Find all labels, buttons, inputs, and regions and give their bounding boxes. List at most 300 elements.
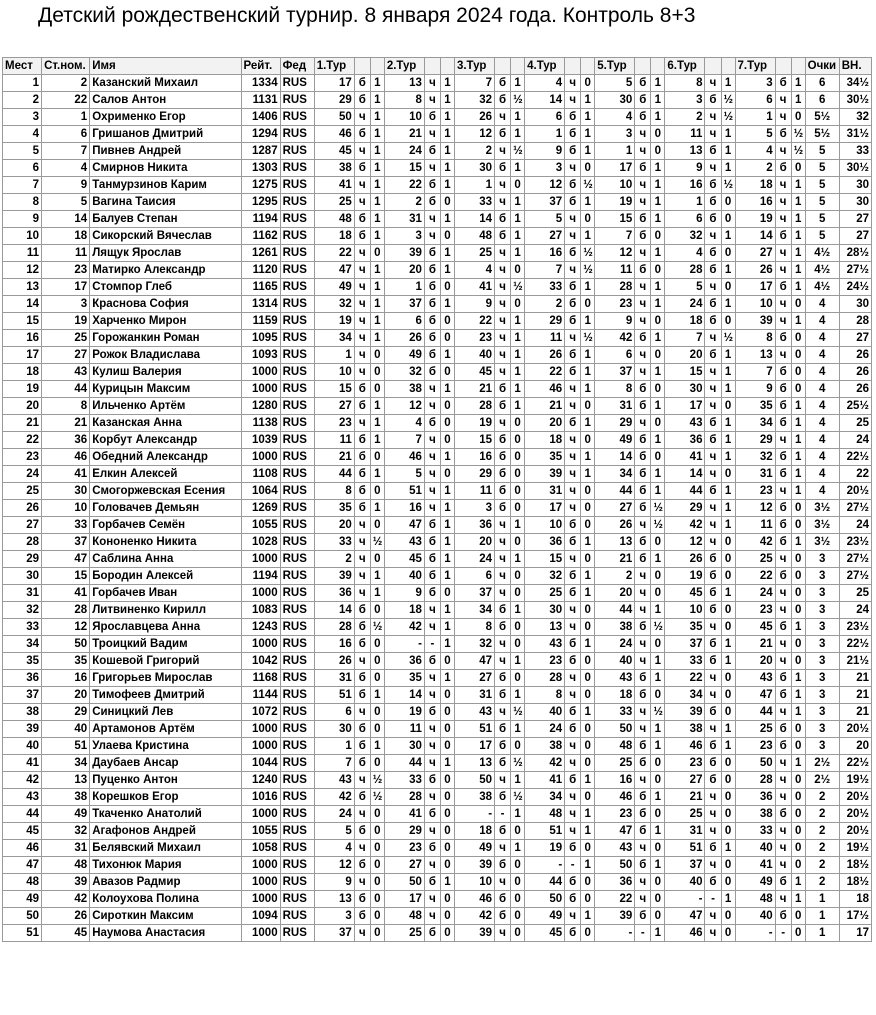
rating-cell: 1269: [241, 500, 280, 517]
result-cell: 1: [581, 585, 595, 602]
start-number-cell: 35: [42, 653, 90, 670]
tiebreak-cell: 18: [839, 891, 871, 908]
table-row: [3, 109, 872, 126]
opponent-cell: 30: [665, 381, 705, 398]
color-cell: ч: [354, 585, 370, 602]
color-cell: б: [495, 483, 511, 500]
result-cell: 0: [370, 636, 384, 653]
color-cell: ч: [565, 823, 581, 840]
start-number-cell: 28: [42, 602, 90, 619]
result-cell: 1: [791, 449, 805, 466]
opponent-cell: 15: [525, 551, 565, 568]
result-cell: 0: [651, 415, 665, 432]
color-cell: б: [354, 755, 370, 772]
result-cell: 1: [370, 228, 384, 245]
result-cell: 1: [581, 534, 595, 551]
opponent-cell: 16: [314, 636, 354, 653]
color-cell: ч: [354, 109, 370, 126]
color-cell: б: [705, 483, 721, 500]
result-cell: 1: [721, 738, 735, 755]
color-cell: б: [565, 364, 581, 381]
points-cell: 4: [805, 449, 839, 466]
points-cell: 4: [805, 398, 839, 415]
color-cell: б: [565, 704, 581, 721]
opponent-cell: 32: [384, 364, 424, 381]
result-cell: 1: [440, 347, 454, 364]
player-name-cell: Вагина Таисия: [90, 194, 241, 211]
opponent-cell: 36: [595, 874, 635, 891]
color-cell: ч: [565, 398, 581, 415]
standings-table: [2, 57, 872, 942]
result-cell: 0: [511, 823, 525, 840]
table-row: [3, 874, 872, 891]
table-row: [3, 483, 872, 500]
tiebreak-cell: 22½: [839, 636, 871, 653]
result-cell: 1: [511, 806, 525, 823]
color-cell: ч: [354, 806, 370, 823]
result-cell: 0: [651, 755, 665, 772]
result-cell: 0: [370, 517, 384, 534]
result-cell: 1: [651, 364, 665, 381]
opponent-cell: 5: [595, 75, 635, 92]
opponent-cell: 32: [454, 92, 494, 109]
points-cell: 4½: [805, 279, 839, 296]
start-number-cell: 32: [42, 823, 90, 840]
result-cell: 0: [791, 551, 805, 568]
result-cell: 1: [721, 840, 735, 857]
table-row: [3, 721, 872, 738]
table-row: [3, 636, 872, 653]
rating-cell: 1000: [241, 925, 280, 942]
color-cell: ч: [705, 721, 721, 738]
color-cell: ч: [354, 534, 370, 551]
color-cell: ч: [635, 653, 651, 670]
opponent-cell: 41: [314, 177, 354, 194]
opponent-cell: 25: [454, 245, 494, 262]
result-cell: 0: [440, 330, 454, 347]
result-cell: 1: [581, 908, 595, 925]
result-cell: 0: [791, 840, 805, 857]
color-cell: ч: [705, 160, 721, 177]
table-row: [3, 806, 872, 823]
table-row: [3, 704, 872, 721]
start-number-cell: 8: [42, 398, 90, 415]
color-cell: ч: [354, 262, 370, 279]
opponent-cell: 9: [735, 381, 775, 398]
color-cell: б: [775, 721, 791, 738]
color-cell: ч: [354, 653, 370, 670]
start-number-cell: 26: [42, 908, 90, 925]
color-cell: б: [705, 92, 721, 109]
table-row: [3, 687, 872, 704]
color-cell: ч: [565, 500, 581, 517]
result-cell: 1: [511, 772, 525, 789]
opponent-cell: 18: [525, 432, 565, 449]
points-cell: 3½: [805, 500, 839, 517]
result-cell: 0: [440, 432, 454, 449]
color-cell: ч: [495, 364, 511, 381]
start-number-cell: 46: [42, 449, 90, 466]
result-cell: ½: [651, 704, 665, 721]
opponent-cell: 8: [665, 75, 705, 92]
opponent-cell: 49: [384, 347, 424, 364]
player-name-cell: Агафонов Андрей: [90, 823, 241, 840]
result-cell: 0: [721, 823, 735, 840]
result-cell: 0: [791, 500, 805, 517]
result-cell: 0: [581, 398, 595, 415]
opponent-cell: 33: [384, 772, 424, 789]
federation-cell: RUS: [280, 534, 314, 551]
player-name-cell: Горожанкин Роман: [90, 330, 241, 347]
result-cell: 1: [370, 398, 384, 415]
opponent-cell: 1: [735, 109, 775, 126]
opponent-cell: 48: [595, 738, 635, 755]
opponent-cell: 50: [525, 891, 565, 908]
place-cell: 2: [3, 92, 42, 109]
color-cell: ч: [635, 517, 651, 534]
color-cell: ч: [354, 194, 370, 211]
tiebreak-cell: 32: [839, 109, 871, 126]
opponent-cell: 27: [735, 245, 775, 262]
opponent-cell: 33: [454, 194, 494, 211]
opponent-cell: 1: [454, 177, 494, 194]
rating-cell: 1243: [241, 619, 280, 636]
color-cell: ч: [705, 466, 721, 483]
color-cell: -: [705, 891, 721, 908]
result-cell: 1: [721, 143, 735, 160]
table-row: [3, 670, 872, 687]
color-cell: б: [775, 228, 791, 245]
opponent-cell: 3: [314, 908, 354, 925]
opponent-cell: 32: [525, 568, 565, 585]
opponent-cell: 13: [735, 347, 775, 364]
tiebreak-cell: 17: [839, 925, 871, 942]
color-cell: б: [705, 840, 721, 857]
opponent-cell: 3: [665, 92, 705, 109]
result-cell: ½: [511, 279, 525, 296]
result-cell: 0: [440, 772, 454, 789]
result-cell: 1: [581, 568, 595, 585]
color-cell: б: [565, 517, 581, 534]
color-cell: ч: [775, 789, 791, 806]
opponent-cell: 5: [735, 126, 775, 143]
color-cell: ч: [705, 500, 721, 517]
result-cell: 1: [791, 755, 805, 772]
rating-cell: 1058: [241, 840, 280, 857]
color-cell: б: [565, 840, 581, 857]
opponent-cell: 34: [665, 687, 705, 704]
opponent-cell: 6: [665, 211, 705, 228]
result-cell: 0: [791, 347, 805, 364]
rating-cell: 1159: [241, 313, 280, 330]
opponent-cell: 47: [314, 262, 354, 279]
result-cell: 1: [370, 92, 384, 109]
player-name-cell: Харченко Мирон: [90, 313, 241, 330]
opponent-cell: 35: [525, 449, 565, 466]
opponent-cell: 37: [595, 364, 635, 381]
points-cell: 6: [805, 92, 839, 109]
opponent-cell: 36: [665, 432, 705, 449]
opponent-cell: 39: [525, 466, 565, 483]
color-cell: б: [635, 534, 651, 551]
opponent-cell: 20: [595, 585, 635, 602]
tiebreak-cell: 28: [839, 313, 871, 330]
result-cell: 0: [721, 313, 735, 330]
opponent-cell: 43: [525, 636, 565, 653]
result-cell: 1: [370, 109, 384, 126]
result-cell: 0: [511, 177, 525, 194]
opponent-cell: 17: [735, 279, 775, 296]
federation-cell: RUS: [280, 602, 314, 619]
result-cell: 0: [581, 755, 595, 772]
federation-cell: RUS: [280, 194, 314, 211]
result-cell: 1: [370, 75, 384, 92]
result-cell: 0: [581, 517, 595, 534]
opponent-cell: 6: [525, 109, 565, 126]
opponent-cell: 2: [735, 160, 775, 177]
color-cell: б: [354, 619, 370, 636]
result-cell: 1: [721, 415, 735, 432]
points-cell: 5½: [805, 109, 839, 126]
federation-cell: RUS: [280, 687, 314, 704]
opponent-cell: 13: [384, 75, 424, 92]
rating-cell: 1334: [241, 75, 280, 92]
player-name-cell: Горбачев Иван: [90, 585, 241, 602]
result-cell: 1: [651, 279, 665, 296]
result-cell: 1: [721, 347, 735, 364]
opponent-cell: 9: [665, 160, 705, 177]
opponent-cell: 33: [525, 279, 565, 296]
color-cell: б: [424, 245, 440, 262]
player-name-cell: Смогоржевская Есения: [90, 483, 241, 500]
color-cell: б: [635, 806, 651, 823]
place-cell: 36: [3, 670, 42, 687]
start-number-cell: 25: [42, 330, 90, 347]
color-cell: ч: [705, 109, 721, 126]
color-cell: б: [635, 228, 651, 245]
opponent-cell: 2: [314, 551, 354, 568]
opponent-cell: 4: [735, 143, 775, 160]
col-header-round: 1.Тур: [314, 58, 354, 75]
result-cell: 0: [721, 279, 735, 296]
color-cell: б: [775, 738, 791, 755]
federation-cell: RUS: [280, 670, 314, 687]
points-cell: 3: [805, 619, 839, 636]
color-cell: б: [424, 330, 440, 347]
result-cell: 0: [651, 908, 665, 925]
result-cell: ½: [511, 143, 525, 160]
col-header-round: 3.Тур: [454, 58, 494, 75]
points-cell: 2½: [805, 755, 839, 772]
result-cell: 0: [370, 653, 384, 670]
start-number-cell: 30: [42, 483, 90, 500]
result-cell: 0: [440, 279, 454, 296]
color-cell: ч: [424, 738, 440, 755]
color-cell: ч: [705, 330, 721, 347]
result-cell: 1: [791, 483, 805, 500]
color-cell: б: [424, 262, 440, 279]
opponent-cell: 28: [525, 670, 565, 687]
color-cell: ч: [635, 279, 651, 296]
start-number-cell: 13: [42, 772, 90, 789]
opponent-cell: 36: [454, 517, 494, 534]
table-row: [3, 602, 872, 619]
opponent-cell: 29: [454, 466, 494, 483]
result-cell: 0: [651, 381, 665, 398]
result-cell: 1: [370, 466, 384, 483]
color-cell: б: [495, 381, 511, 398]
result-cell: 1: [581, 279, 595, 296]
color-cell: б: [424, 177, 440, 194]
result-cell: ½: [581, 177, 595, 194]
color-cell: ч: [495, 279, 511, 296]
result-cell: 1: [651, 92, 665, 109]
result-cell: 0: [370, 891, 384, 908]
tiebreak-cell: 21: [839, 704, 871, 721]
color-cell: б: [705, 262, 721, 279]
place-cell: 4: [3, 126, 42, 143]
color-cell: б: [354, 449, 370, 466]
result-cell: 1: [370, 194, 384, 211]
opponent-cell: 15: [595, 211, 635, 228]
opponent-cell: 32: [314, 296, 354, 313]
result-cell: 0: [791, 109, 805, 126]
tiebreak-cell: 26: [839, 364, 871, 381]
color-cell: ч: [495, 347, 511, 364]
result-cell: 0: [370, 483, 384, 500]
opponent-cell: 23: [314, 415, 354, 432]
opponent-cell: 11: [384, 721, 424, 738]
result-cell: 0: [791, 381, 805, 398]
opponent-cell: 44: [665, 483, 705, 500]
federation-cell: RUS: [280, 109, 314, 126]
federation-cell: RUS: [280, 483, 314, 500]
start-number-cell: 43: [42, 364, 90, 381]
place-cell: 37: [3, 687, 42, 704]
opponent-cell: 4: [665, 245, 705, 262]
tiebreak-cell: 27: [839, 211, 871, 228]
color-cell: ч: [495, 636, 511, 653]
opponent-cell: 7: [595, 228, 635, 245]
color-cell: ч: [705, 449, 721, 466]
color-cell: ч: [495, 177, 511, 194]
result-cell: 0: [721, 619, 735, 636]
color-cell: ч: [775, 772, 791, 789]
federation-cell: RUS: [280, 398, 314, 415]
color-cell: б: [705, 415, 721, 432]
opponent-cell: 30: [454, 160, 494, 177]
color-cell: б: [705, 704, 721, 721]
table-row: [3, 823, 872, 840]
opponent-cell: 28: [314, 619, 354, 636]
color-cell: б: [495, 670, 511, 687]
opponent-cell: 15: [665, 364, 705, 381]
player-name-cell: Краснова София: [90, 296, 241, 313]
opponent-cell: 38: [665, 721, 705, 738]
color-cell: ч: [354, 296, 370, 313]
color-cell: ч: [775, 296, 791, 313]
color-cell: б: [424, 415, 440, 432]
color-cell: ч: [635, 704, 651, 721]
start-number-cell: 48: [42, 857, 90, 874]
color-cell: б: [495, 160, 511, 177]
color-cell: ч: [354, 364, 370, 381]
opponent-cell: 17: [384, 891, 424, 908]
color-cell: ч: [705, 126, 721, 143]
rating-cell: 1108: [241, 466, 280, 483]
color-cell: ч: [565, 466, 581, 483]
federation-cell: RUS: [280, 432, 314, 449]
points-cell: 1: [805, 925, 839, 942]
color-cell: б: [565, 568, 581, 585]
color-cell: ч: [635, 296, 651, 313]
opponent-cell: 5: [665, 279, 705, 296]
player-name-cell: Кононенко Никита: [90, 534, 241, 551]
result-cell: 0: [581, 500, 595, 517]
result-cell: 0: [511, 619, 525, 636]
tiebreak-cell: 22½: [839, 449, 871, 466]
result-cell: 1: [511, 109, 525, 126]
result-cell: 0: [791, 364, 805, 381]
start-number-cell: 15: [42, 568, 90, 585]
color-cell: б: [424, 279, 440, 296]
result-cell: 1: [511, 840, 525, 857]
opponent-cell: 7: [314, 755, 354, 772]
place-cell: 18: [3, 364, 42, 381]
color-cell: ч: [775, 840, 791, 857]
opponent-cell: 21: [735, 636, 775, 653]
color-cell: ч: [565, 602, 581, 619]
color-cell: ч: [424, 755, 440, 772]
color-cell: ч: [705, 925, 721, 942]
place-cell: 20: [3, 398, 42, 415]
color-cell: ч: [635, 143, 651, 160]
opponent-cell: 40: [454, 347, 494, 364]
color-cell: б: [424, 585, 440, 602]
opponent-cell: 31: [454, 687, 494, 704]
result-cell: 0: [440, 364, 454, 381]
color-cell: ч: [495, 874, 511, 891]
points-cell: 3: [805, 670, 839, 687]
opponent-cell: 14: [384, 687, 424, 704]
rating-cell: 1280: [241, 398, 280, 415]
start-number-cell: 9: [42, 177, 90, 194]
points-cell: 3: [805, 602, 839, 619]
opponent-cell: 18: [665, 313, 705, 330]
player-name-cell: Саблина Анна: [90, 551, 241, 568]
color-cell: б: [635, 160, 651, 177]
table-row: [3, 568, 872, 585]
result-cell: 0: [511, 857, 525, 874]
start-number-cell: 20: [42, 687, 90, 704]
opponent-cell: 29: [384, 823, 424, 840]
start-number-cell: 51: [42, 738, 90, 755]
opponent-cell: 50: [314, 109, 354, 126]
result-cell: 1: [651, 398, 665, 415]
opponent-cell: 9: [454, 296, 494, 313]
tiebreak-cell: 22½: [839, 755, 871, 772]
opponent-cell: 46: [525, 381, 565, 398]
color-cell: б: [635, 483, 651, 500]
result-cell: 1: [651, 296, 665, 313]
federation-cell: RUS: [280, 160, 314, 177]
opponent-cell: 6: [735, 92, 775, 109]
opponent-cell: 12: [735, 500, 775, 517]
start-number-cell: 17: [42, 279, 90, 296]
federation-cell: RUS: [280, 75, 314, 92]
opponent-cell: 21: [384, 126, 424, 143]
color-cell: б: [565, 177, 581, 194]
